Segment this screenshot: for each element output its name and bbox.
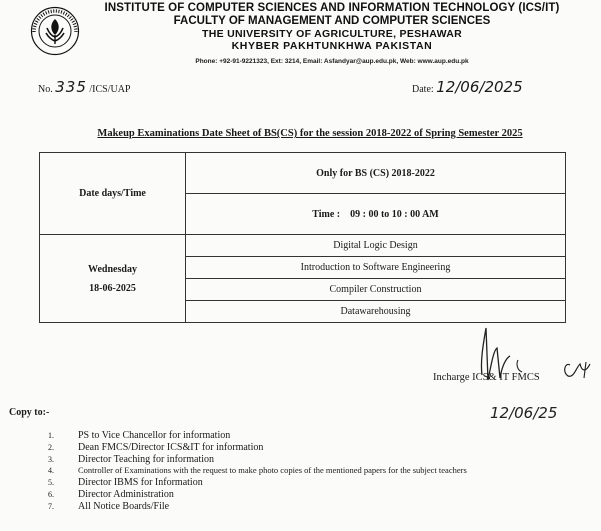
exam-day: Wednesday (88, 263, 137, 275)
distribution-list (48, 430, 467, 513)
header-contact: Phone: +92-91-9221323, Ext: 3214, Email: Asfandyar@aup.edu.pk, Web: www.aup.edu.pk (195, 58, 469, 65)
signature-label: Incharge ICS& IT FMCS (433, 372, 540, 383)
date-label: Date: (412, 84, 434, 95)
subject-cell: Datawarehousing (186, 301, 566, 323)
svg-text:12/06/25: 12/06/25 (490, 404, 558, 420)
reference-prefix: No. (38, 84, 53, 95)
reference-number (38, 78, 131, 96)
header-exam-time: Time : 09 : 00 to 10 : 00 AM (186, 194, 566, 235)
header-program: Only for BS (CS) 2018-2022 (186, 153, 566, 194)
exam-day-cell (40, 235, 186, 323)
list-item: 1. PS to Vice Chancellor for information (48, 430, 231, 441)
table-row (40, 153, 566, 194)
copy-to-label: Copy to:- (9, 407, 50, 418)
reference-suffix: /ICS/UAP (89, 84, 131, 95)
date-sheet-table (39, 152, 566, 323)
list-item: 6. Director Administration (48, 488, 174, 500)
header-date-time: Date days/Time (40, 153, 186, 235)
university-logo-icon (30, 6, 80, 56)
header-province: KHYBER PAKHTUNKHWA PAKISTAN (231, 40, 433, 52)
list-item: 7. All Notice Boards/File (48, 500, 170, 512)
exam-date: 18-06-2025 (89, 282, 136, 294)
list-item: 5. Director IBMS for Information (48, 477, 203, 489)
list-item: 4. Controller of Examinations with the request to make photo copies of the mentioned papers for the subject teachers (48, 465, 467, 476)
header-institute: INSTITUTE OF COMPUTER SCIENCES AND INFORMATION TECHNOLOGY (ICS/IT) (104, 2, 560, 14)
date-value: 12/06/2025 (436, 78, 523, 96)
document-title: Makeup Examinations Date Sheet of BS(CS) for the session 2018-2022 of Spring Semester 2025 (97, 128, 523, 139)
list-item: 2. Dean FMCS/Director ICS&IT for information (48, 441, 264, 453)
subject-cell: Compiler Construction (186, 279, 566, 301)
handwritten-signature-icon (470, 320, 595, 420)
reference-number-value: 335 (55, 78, 87, 96)
list-item: 3. Director Teaching for information (48, 453, 215, 465)
subject-cell: Digital Logic Design (186, 235, 566, 257)
header-university: THE UNIVERSITY OF AGRICULTURE, PESHAWAR (201, 28, 463, 40)
letter-date (412, 78, 523, 96)
header-faculty: FACULTY OF MANAGEMENT AND COMPUTER SCIENCES (173, 15, 491, 27)
subject-cell: Introduction to Software Engineering (186, 257, 566, 279)
table-row (40, 235, 566, 257)
